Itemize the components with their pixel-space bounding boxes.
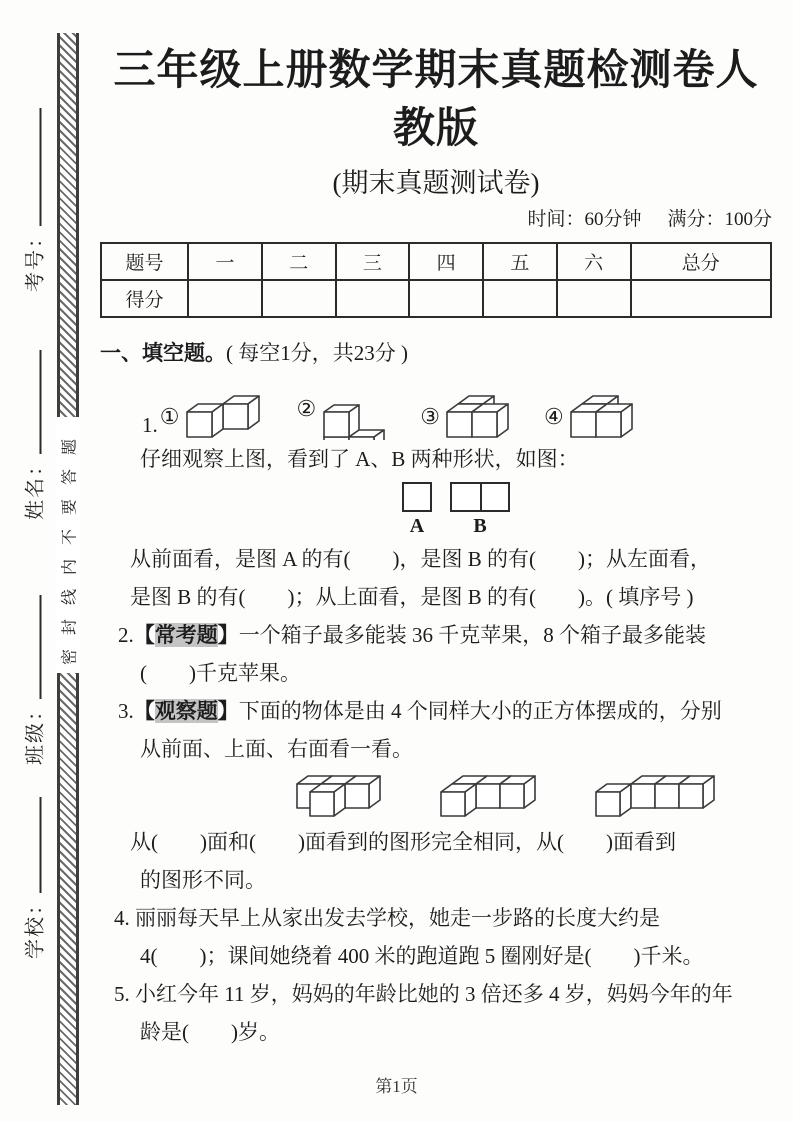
q1-figure-2-label: ② [296,396,317,421]
cube-figure-q3-1 [285,774,382,819]
cube-figure-3 [446,394,510,440]
q1-figures-row [100,378,772,440]
q4-line2: 4( )；课间她绕着 400 米的跑道跑 5 圈刚好是( )千米。 [140,944,704,968]
time-info: 时间：60分钟 [527,209,642,230]
q3-line2: 从前面、上面、右面看一看。 [140,737,413,761]
q3-line4: 的图形不同。 [140,868,266,892]
score-cell-empty[interactable] [483,280,557,317]
cube-figure-1 [185,394,262,440]
main-content [100,42,772,1051]
q1-figure-3-label: ③ [420,404,440,429]
score-cell-empty[interactable] [409,280,483,317]
class-blank[interactable] [28,595,42,699]
page-title: 三年级上册数学期末真题检测卷人教版 [113,48,759,152]
exam-number-blank[interactable] [28,108,42,226]
score-header-cell: 四 [409,243,483,280]
q5-line1 [100,975,772,1013]
score-cell-empty[interactable] [336,280,410,317]
q3-number: 3. [118,699,134,723]
q2-line2: ( )千克苹果。 [140,661,301,685]
score-header-cell: 一 [188,243,262,280]
q1-line2: 是图 B 的有( )；从上面看，是图 B 的有( )。( 填序号 ) [130,585,694,609]
page-subtitle: (期末真题测试卷) [332,168,540,198]
q2-text: 一个箱子最多能装 36 千克苹果，8 个箱子最多能装 [238,623,706,647]
name-label: 姓名： [24,454,47,520]
q4-text: 丽丽每天早上从家出发去学校，她走一步路的长度大约是 [135,906,660,930]
score-header-cell: 二 [262,243,336,280]
section-one-title: 一、填空题。 [100,341,226,365]
q1-figure-1 [160,394,263,440]
shape-b-label: B [473,515,487,537]
q5-text: 小红今年 11 岁，妈妈的年龄比她的 3 倍还多 4 岁，妈妈今年的年 [135,982,733,1006]
score-cell-empty[interactable] [631,280,772,317]
q4-line1 [100,899,772,937]
score-table [100,242,772,318]
q3-line3: 从( )面和( )面看到的图形完全相同，从( )面看到 [130,830,676,854]
shape-a [402,482,432,538]
cube-figure-q3-3 [595,774,716,819]
score-table-header-row [101,243,771,280]
score-cell-empty[interactable] [557,280,631,317]
q1-shape-samples [100,482,772,538]
q2-line1 [100,616,772,654]
cube-figure-2 [322,378,386,440]
q3-text: 下面的物体是由 4 个同样大小的正方体摆成的，分别 [238,699,722,723]
score-cell-empty[interactable] [262,280,336,317]
q3-figures-row [100,774,772,819]
q4-number: 4. [114,906,130,930]
name-blank[interactable] [28,350,42,454]
q1-figure-2 [296,378,386,440]
score-header-cell: 三 [336,243,410,280]
q3-tag-text: 观察题 [154,699,218,723]
cube-figure-4 [570,394,634,440]
page-number: 第1页 [375,1077,418,1096]
q3-tag: 【观察题】 [133,699,239,723]
q2-number: 2. [118,623,134,647]
q1-figure-1-label: ① [159,404,180,429]
q1-line1: 从前面看，是图 A 的有( )，是图 B 的有( )；从左面看， [130,547,711,571]
score-cell-empty[interactable] [188,280,262,317]
shape-a-label: A [409,515,425,537]
cube-figure-q3-2 [440,774,537,819]
shape-b-rect [450,482,510,512]
school-blank[interactable] [28,797,42,893]
q1-number: 1. [142,413,158,437]
seal-line-text: 密封线内不要答题 [56,417,81,673]
q5-line2: 龄是( )岁。 [140,1020,280,1044]
q1-intro: 仔细观察上图，看到了 A、B 两种形状，如图： [140,447,579,471]
section-one-note: ( 每空1分，共23分 ) [226,341,408,365]
fullscore-info: 满分：100分 [667,209,772,230]
exam-number-label: 考号： [24,226,47,292]
q1-figure-4-label: ④ [543,404,564,429]
score-header-cell: 六 [557,243,631,280]
score-row-label: 得分 [101,280,188,317]
q1-figure-3 [420,394,510,440]
score-header-cell: 题号 [101,243,188,280]
school-label: 学校： [24,893,47,959]
score-header-cell: 总分 [631,243,772,280]
q2-tag: 【常考题】 [133,623,239,647]
q1-figure-4 [544,394,634,440]
section-one-heading [100,338,772,368]
shape-a-square [402,482,432,512]
class-label: 班级： [24,699,47,765]
shape-b [450,482,510,538]
score-table-score-row [101,280,771,317]
score-header-cell: 五 [483,243,557,280]
q3-line1 [100,692,772,730]
q5-number: 5. [114,982,130,1006]
exam-meta [100,208,772,232]
q2-tag-text: 常考题 [154,623,218,647]
